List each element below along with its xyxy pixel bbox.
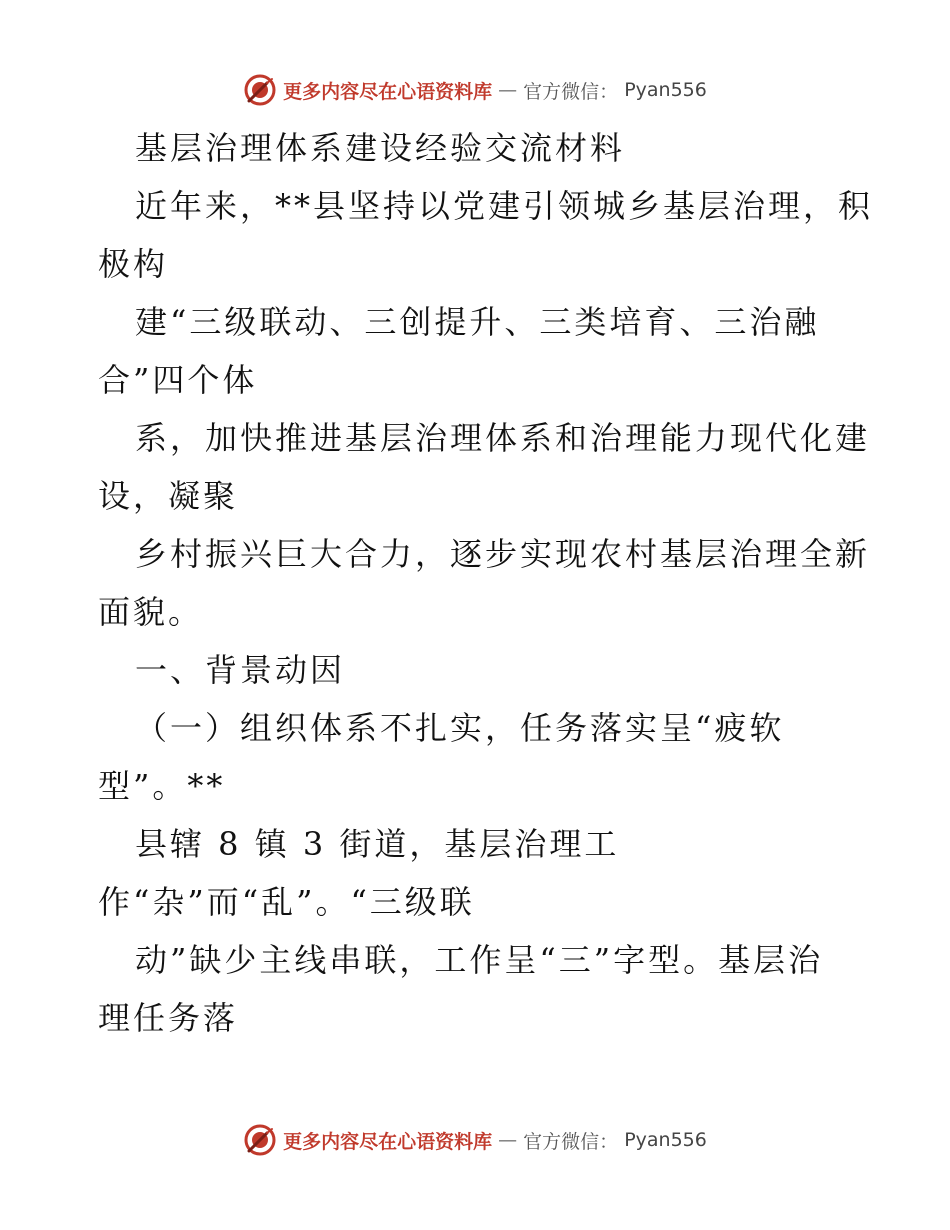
paragraph-line: 建“三级联动、三创提升、三类培育、三治融 [135, 303, 820, 341]
watermark-brand: 更多内容尽在心语资料库 [283, 80, 493, 103]
watermark-wechat-id: Pyan556 [624, 1129, 707, 1151]
watermark-wechat-id: Pyan556 [624, 79, 707, 101]
paragraph-line: 面貌。 [98, 593, 204, 631]
paragraph-line: 县辖 8 镇 3 街道，基层治理工 [135, 825, 620, 863]
watermark-separator: — [498, 79, 518, 101]
seal-logo-icon [243, 1123, 277, 1157]
paragraph-line: 型”。** [98, 767, 226, 805]
watermark-wechat-label: 官方微信： [523, 80, 619, 103]
footer-watermark [0, 1120, 950, 1160]
section-heading: 一、背景动因 [135, 651, 346, 689]
document-title: 基层治理体系建设经验交流材料 [135, 129, 626, 167]
paragraph-line: 合”四个体 [98, 361, 258, 399]
header-watermark [0, 70, 950, 110]
subsection-heading: （一）组织体系不扎实，任务落实呈“疲软 [135, 709, 785, 747]
paragraph-line: 近年来，**县坚持以党建引领城乡基层治理，积 [135, 187, 874, 225]
paragraph-line: 极构 [98, 245, 169, 283]
paragraph-line: 作“杂”而“乱”。“三级联 [98, 883, 475, 921]
paragraph-line: 系，加快推进基层治理体系和治理能力现代化建 [135, 419, 871, 457]
watermark-brand: 更多内容尽在心语资料库 [283, 1130, 493, 1153]
paragraph-line: 乡村振兴巨大合力，逐步实现农村基层治理全新 [135, 535, 871, 573]
paragraph-line: 动”缺少主线串联，工作呈“三”字型。基层治 [135, 941, 824, 979]
watermark-separator: — [498, 1129, 518, 1151]
seal-logo-icon [243, 73, 277, 107]
paragraph-line: 理任务落 [98, 999, 239, 1037]
paragraph-line: 设，凝聚 [98, 477, 239, 515]
watermark-wechat-label: 官方微信： [523, 1130, 619, 1153]
